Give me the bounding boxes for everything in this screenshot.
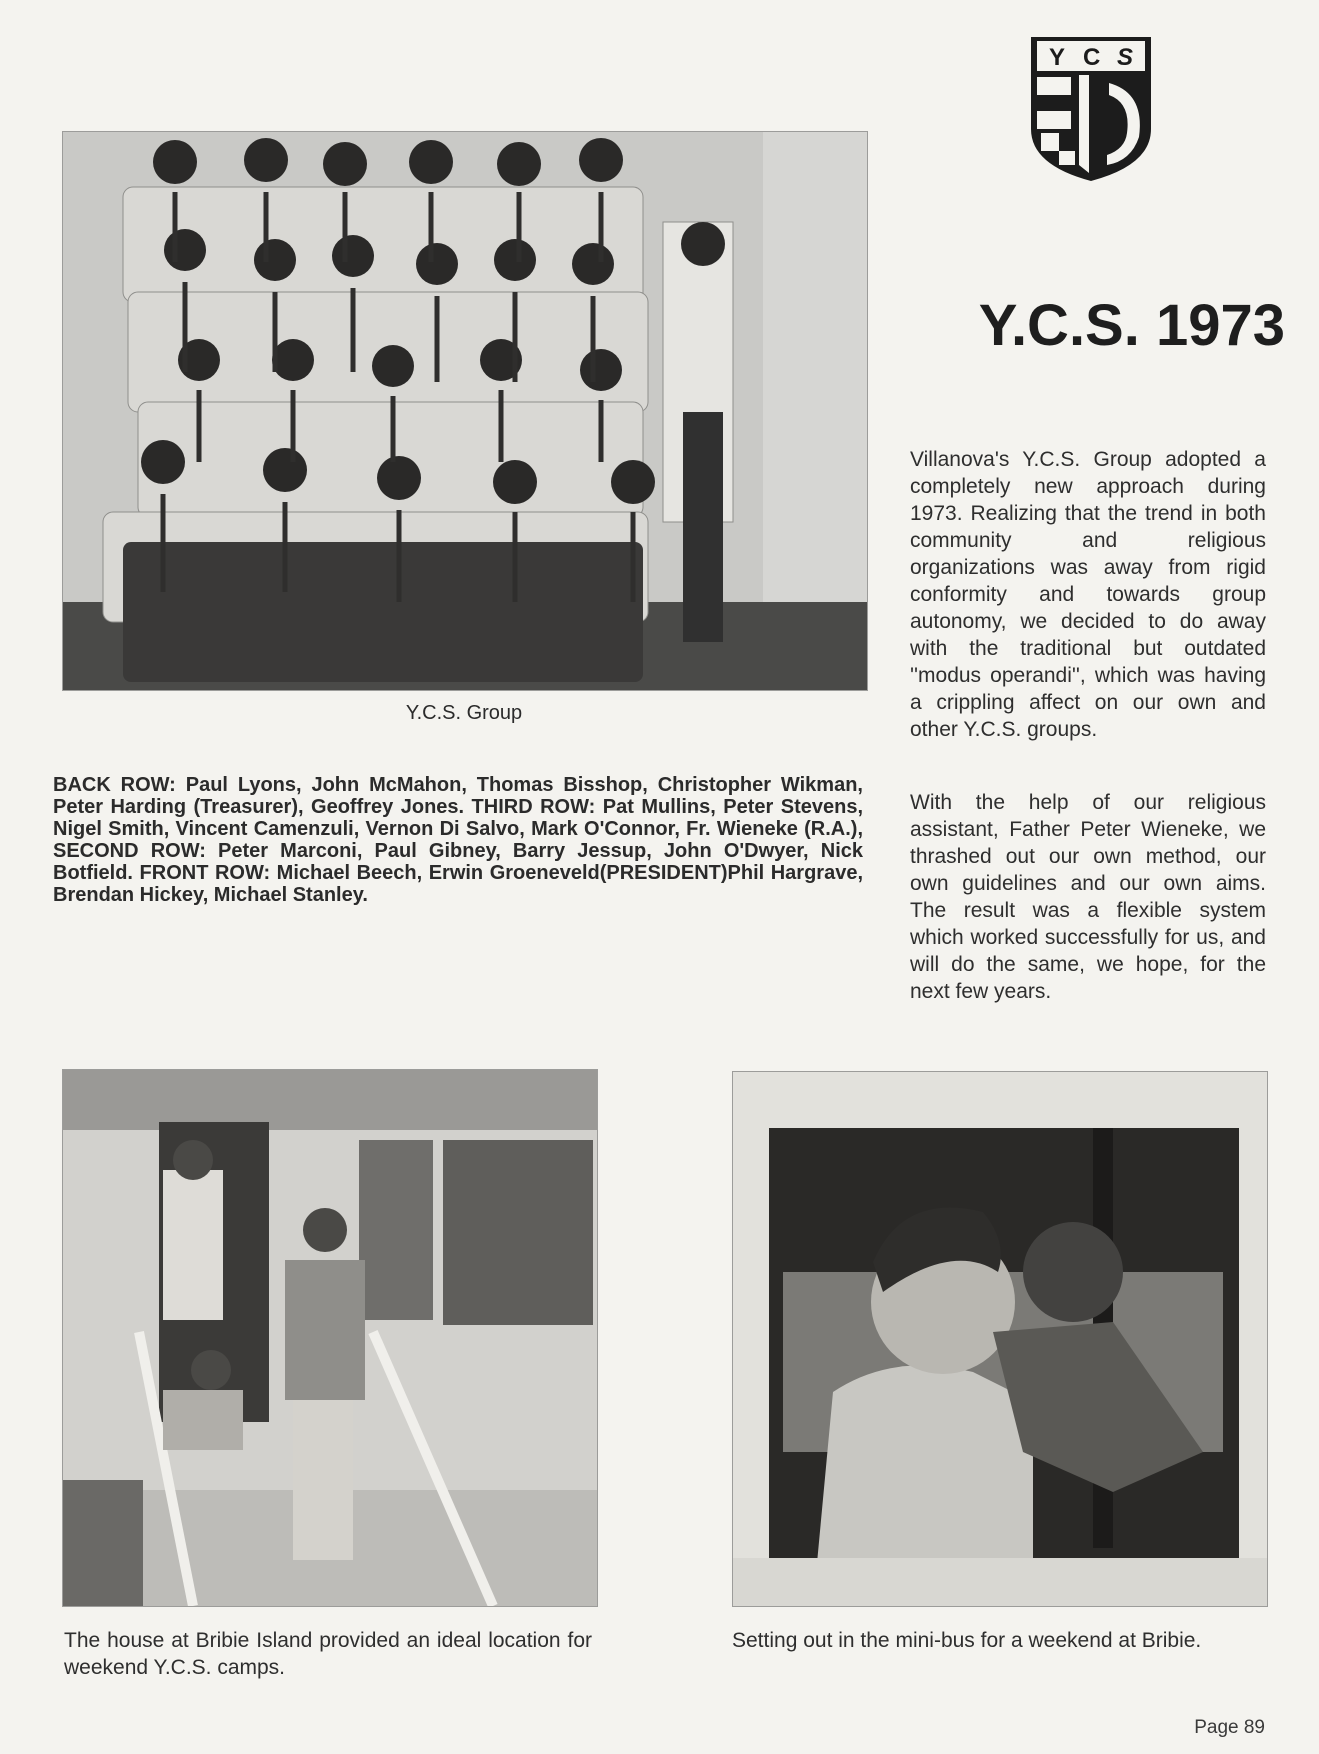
house-photo <box>62 1069 598 1607</box>
group-photo-caption: Y.C.S. Group <box>405 702 523 724</box>
article-paragraph-1: Villanova's Y.C.S. Group adopted a completely new approach during 1973. Realizing that the trend in both community and religious organizations was away from rigid conformity and towards group autonomy, we decided to do away with the traditional but outdated ''modus operandi'', which was having a crippling affect on our own and other Y.C.S. groups. <box>910 448 1266 741</box>
house-photo-caption: The house at Bribie Island provided an ideal location for weekend Y.C.S. camps. <box>64 1629 592 1679</box>
svg-text:Y: Y <box>1049 44 1066 71</box>
page-number: Page 89 <box>1194 1717 1265 1738</box>
svg-text:S: S <box>1117 44 1134 71</box>
article-paragraph-2: With the help of our religious assistant, Father Peter Wieneke, we thrashed out our own method, our own guidelines and our own aims. The result was a flexible system which worked successfully for us, and will do the same, we hope, for the next few years. <box>910 791 1266 1003</box>
svg-text:C: C <box>1083 44 1101 71</box>
page-title: Y.C.S. 1973 <box>978 293 1285 358</box>
group-names-list: BACK ROW: Paul Lyons, John McMahon, Thomas Bisshop, Christopher Wikman, Peter Harding (Treasurer), Geoffrey Jones. THIRD ROW: Pat Mullins, Peter Stevens, Nigel Smith, Vincent Camenzuli, Vernon Di Salvo, Mark O'Connor, Fr. Wieneke (R.A.), SECOND ROW: Peter Marconi, Paul Gibney, Barry Jessup, John O'Dwyer, Nick Botfield. FRONT ROW: Michael Beech, Erwin Groeneveld(PRESIDENT)Phil Hargrave, Brendan Hickey, Michael Stanley. <box>53 774 863 906</box>
group-photo <box>62 131 868 691</box>
ycs-crest-icon <box>1027 33 1155 183</box>
minibus-photo-caption: Setting out in the mini-bus for a weekend at Bribie. <box>732 1629 1202 1652</box>
minibus-photo <box>732 1071 1268 1607</box>
